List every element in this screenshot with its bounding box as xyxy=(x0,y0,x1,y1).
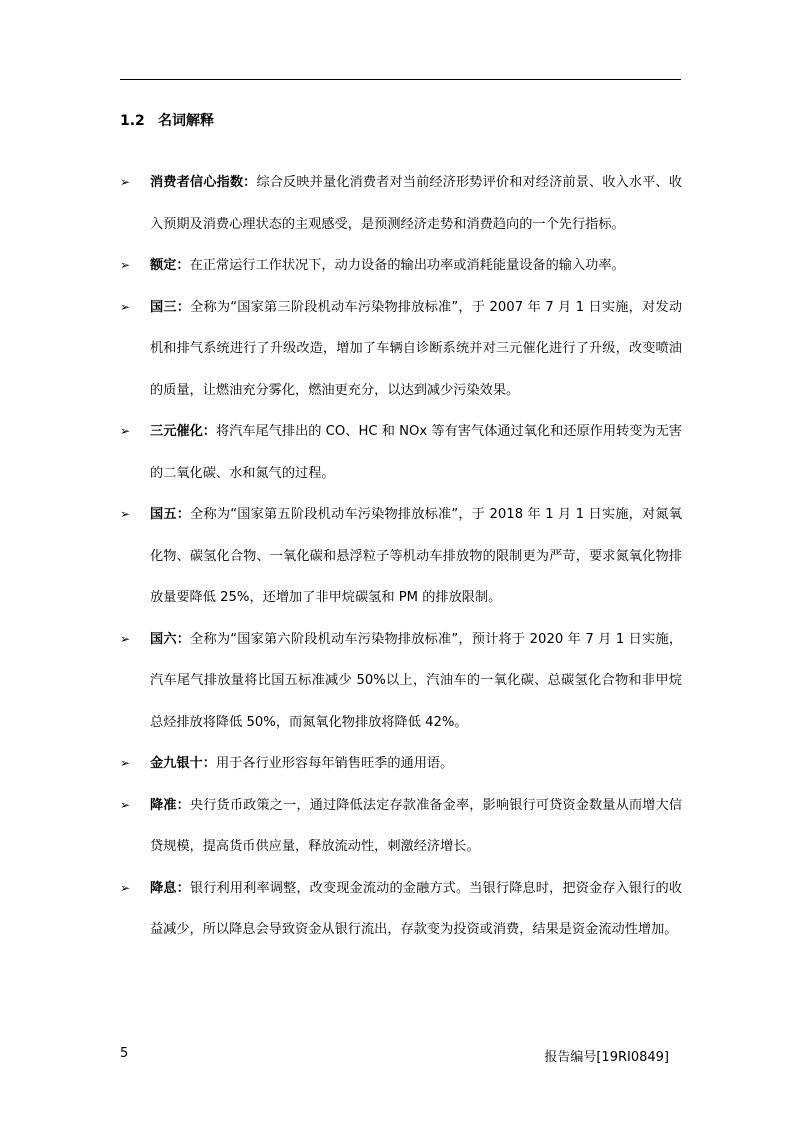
report-number: 报告编号[19RI0849] xyxy=(544,1050,669,1065)
glossary-term: 降准： xyxy=(150,797,190,813)
glossary-item xyxy=(120,245,682,287)
glossary-term: 金九银十： xyxy=(150,756,216,771)
glossary-definition: 将汽车尾气排出的 CO、HC 和 NOx 等有害气体通过氧化和还原作用转变为无害的二氧化碳、水和氮气的过程。 xyxy=(150,424,682,481)
glossary-term: 降息： xyxy=(150,880,190,896)
glossary-item xyxy=(120,785,682,868)
glossary-term: 国三： xyxy=(150,299,191,315)
glossary-definition: 银行利用利率调整，改变现金流动的金融方式。当银行降息时，把资金存入银行的收益减少，所以降息会导致资金从银行流出，存款变为投资或消费，结果是资金流动性增加。 xyxy=(150,880,683,937)
page-number: 5 xyxy=(120,1046,129,1061)
glossary-definition: 央行货币政策之一，通过降低法定存款准备金率，影响银行可贷资金数量从而增大信贷规模，提高货币供应量，释放流动性，刺激经济增长。 xyxy=(150,797,683,854)
glossary-term: 国五： xyxy=(150,507,191,522)
section-title: 名词解释 xyxy=(158,113,214,129)
glossary-item xyxy=(120,162,682,245)
glossary-definition: 全称为“国家第六阶段机动车污染物排放标准”，预计将于 2020 年 7 月 1 日实施，汽车尾气排放量将比国五标准减少 50%以上，汽油车的一氧化碳、总碳氢化合物和非甲烷总烃排放将降低 50%，而氮氧化物排放将降低 42%。 xyxy=(150,631,683,730)
glossary-item xyxy=(120,619,682,744)
arrow-bullet-icon: ➢ xyxy=(120,424,131,438)
glossary-definition: 用于各行业形容每年销售旺季的通用语。 xyxy=(215,756,454,771)
arrow-bullet-icon: ➢ xyxy=(120,631,131,646)
glossary-definition: 在正常运行工作状况下，动力设备的输出功率或消耗能量设备的输入功率。 xyxy=(189,258,625,273)
arrow-bullet-icon: ➢ xyxy=(120,756,131,770)
arrow-bullet-icon: ➢ xyxy=(120,880,131,895)
arrow-bullet-icon: ➢ xyxy=(120,175,131,189)
glossary-term: 额定： xyxy=(150,258,190,273)
section-heading xyxy=(120,110,214,130)
glossary-item xyxy=(120,494,682,619)
glossary-term: 国六： xyxy=(150,631,191,647)
section-number: 1.2 xyxy=(120,113,145,129)
glossary-definition: 综合反映并量化消费者对当前经济形势评价和对经济前景、收入水平、收入预期及消费心理状态的主观感受，是预测经济走势和消费趋向的一个先行指标。 xyxy=(150,175,683,232)
glossary-item xyxy=(120,287,682,412)
glossary-item xyxy=(120,868,682,951)
glossary-item xyxy=(120,743,682,785)
glossary-definition: 全称为“国家第五阶段机动车污染物排放标准”，于 2018 年 1 月 1 日实施，对氮氧化物、碳氢化合物、一氧化碳和悬浮粒子等机动车排放物的限制更为严苛，要求氮氧化物排放量要降低 25%，还增加了非甲烷碳氢和 PM 的排放限制。 xyxy=(150,507,683,605)
glossary-list xyxy=(120,162,682,951)
header-rule xyxy=(120,79,681,80)
arrow-bullet-icon: ➢ xyxy=(120,797,131,812)
arrow-bullet-icon: ➢ xyxy=(120,258,131,272)
glossary-item xyxy=(120,411,682,494)
arrow-bullet-icon: ➢ xyxy=(120,299,131,314)
glossary-definition: 全称为“国家第三阶段机动车污染物排放标准”，于 2007 年 7 月 1 日实施，对发动机和排气系统进行了升级改造，增加了车辆自诊断系统并对三元催化进行了升级，改变喷油的质量，让燃油充分雾化，燃油更充分，以达到减少污染效果。 xyxy=(150,299,683,398)
glossary-term: 三元催化： xyxy=(150,424,216,439)
arrow-bullet-icon: ➢ xyxy=(120,507,131,521)
glossary-term: 消费者信心指数： xyxy=(150,175,257,190)
